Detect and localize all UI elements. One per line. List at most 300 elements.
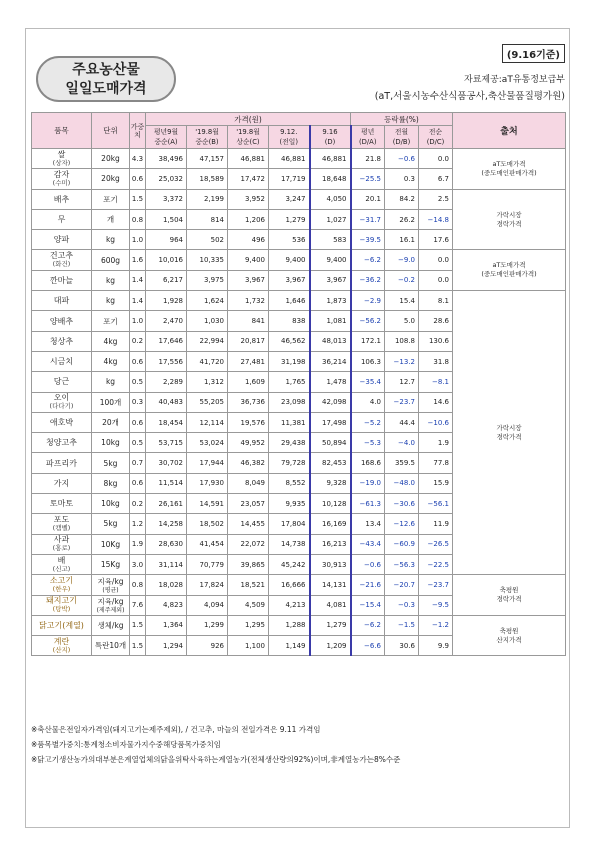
- price-cell: 16,169: [310, 514, 351, 534]
- item-name: 파프리카: [46, 458, 77, 468]
- rate-cell: 28.6: [419, 311, 453, 331]
- price-cell: 1,646: [269, 291, 310, 311]
- weight-cell: 0.2: [130, 494, 146, 514]
- weight-cell: 0.6: [130, 351, 146, 371]
- price-cell: 70,779: [187, 554, 228, 574]
- rate-cell: 84.2: [385, 189, 419, 209]
- price-cell: 10,128: [310, 494, 351, 514]
- rate-cell: 172.1: [351, 331, 385, 351]
- item-subname: (홍로): [52, 544, 71, 553]
- unit-cell: [92, 392, 130, 412]
- unit-cell: [92, 534, 130, 554]
- unit-cell: [92, 311, 130, 331]
- price-cell: 18,521: [228, 575, 269, 595]
- weight-cell: 0.5: [130, 372, 146, 392]
- rate-cell: −21.6: [351, 575, 385, 595]
- item-name-cell: [32, 372, 92, 392]
- item-name: 가지: [53, 478, 70, 488]
- item-subname: (캠벨): [52, 523, 71, 532]
- price-cell: 29,438: [269, 433, 310, 453]
- rate-cell: 108.8: [385, 331, 419, 351]
- table-row: [32, 250, 566, 270]
- price-cell: 1,928: [146, 291, 187, 311]
- price-cell: 536: [269, 230, 310, 250]
- rate-cell: −15.4: [351, 595, 385, 615]
- rate-cell: −26.5: [419, 534, 453, 554]
- price-cell: 1,295: [228, 615, 269, 635]
- weight-cell: 1.4: [130, 291, 146, 311]
- price-cell: 28,630: [146, 534, 187, 554]
- unit-note: (제주제외): [96, 607, 125, 615]
- price-cell: 11,514: [146, 473, 187, 493]
- unit-cell: [92, 270, 130, 290]
- item-name: 사과: [53, 535, 70, 545]
- unit-cell: [92, 473, 130, 493]
- weight-cell: 1.0: [130, 311, 146, 331]
- weight-cell: 1.4: [130, 270, 146, 290]
- header-price-col: '19.8월 상순(C): [228, 126, 269, 149]
- source-text-2: (중도매인판매가격): [481, 270, 537, 279]
- price-cell: 1,609: [228, 372, 269, 392]
- item-name-cell: [32, 392, 92, 412]
- price-cell: 23,098: [269, 392, 310, 412]
- price-cell: 45,242: [269, 554, 310, 574]
- price-cell: 8,552: [269, 473, 310, 493]
- price-cell: 9,400: [228, 250, 269, 270]
- price-cell: 14,591: [187, 494, 228, 514]
- unit: 개: [106, 215, 115, 225]
- price-cell: 502: [187, 230, 228, 250]
- rate-cell: 359.5: [385, 453, 419, 473]
- price-cell: 22,072: [228, 534, 269, 554]
- source-cell: [453, 250, 566, 291]
- source-text: 축평원: [499, 626, 519, 635]
- price-cell: 17,719: [269, 169, 310, 189]
- price-cell: 49,952: [228, 433, 269, 453]
- price-cell: 14,738: [269, 534, 310, 554]
- footnotes: [31, 722, 400, 767]
- rate-cell: −0.6: [385, 149, 419, 169]
- item-name: 깐마늘: [49, 275, 74, 285]
- unit-cell: [92, 209, 130, 229]
- item-subname: (신고): [52, 564, 71, 573]
- item-subname: (상자): [52, 158, 71, 167]
- price-cell: 3,967: [269, 270, 310, 290]
- price-cell: 1,299: [187, 615, 228, 635]
- weight-cell: 1.5: [130, 636, 146, 656]
- price-cell: 14,131: [310, 575, 351, 595]
- rate-cell: 26.2: [385, 209, 419, 229]
- item-name: 배추: [53, 194, 70, 204]
- item-name-cell: [32, 331, 92, 351]
- unit-cell: [92, 372, 130, 392]
- header-rate-col: 전순 (D/C): [419, 126, 453, 149]
- unit: kg: [105, 235, 116, 245]
- weight-cell: 7.6: [130, 595, 146, 615]
- rate-cell: −30.6: [385, 494, 419, 514]
- price-table: [31, 112, 566, 656]
- unit-cell: [92, 412, 130, 432]
- source-text: aT도매가격: [492, 261, 526, 270]
- price-cell: 838: [269, 311, 310, 331]
- unit: 지육/kg: [97, 576, 124, 586]
- rate-cell: 0.3: [385, 169, 419, 189]
- price-cell: 3,975: [187, 270, 228, 290]
- item-name-cell: [32, 636, 92, 656]
- price-cell: 3,967: [228, 270, 269, 290]
- price-cell: 4,213: [269, 595, 310, 615]
- item-name-cell: [32, 209, 92, 229]
- price-cell: 1,504: [146, 209, 187, 229]
- rate-cell: −6.2: [351, 615, 385, 635]
- unit-note: (평균): [102, 586, 119, 594]
- source-cell: [453, 575, 566, 616]
- page-title: [36, 56, 176, 102]
- rate-cell: 1.9: [419, 433, 453, 453]
- unit: kg: [105, 296, 116, 306]
- item-name: 건고추: [49, 251, 74, 261]
- unit-cell: [92, 453, 130, 473]
- header-price-col: 평년9월 중순(A): [146, 126, 187, 149]
- price-cell: 1,209: [310, 636, 351, 656]
- unit-cell: [92, 595, 130, 615]
- rate-cell: 14.6: [419, 392, 453, 412]
- price-cell: 42,098: [310, 392, 351, 412]
- source-line-2: (aT,서울시농수산식품공사,축산물품질평가원): [374, 91, 565, 102]
- price-cell: 10,016: [146, 250, 187, 270]
- price-cell: 79,728: [269, 453, 310, 473]
- item-name-cell: [32, 494, 92, 514]
- rate-cell: −60.9: [385, 534, 419, 554]
- price-cell: 1,478: [310, 372, 351, 392]
- item-name: 청양고추: [46, 438, 77, 448]
- unit: 4kg: [103, 336, 118, 346]
- unit-cell: [92, 615, 130, 635]
- price-cell: 46,881: [228, 149, 269, 169]
- item-name: 애호박: [49, 418, 74, 427]
- price-cell: 4,094: [187, 595, 228, 615]
- unit-cell: [92, 169, 130, 189]
- weight-cell: 1.0: [130, 230, 146, 250]
- rate-cell: 6.7: [419, 169, 453, 189]
- rate-cell: −1.5: [385, 615, 419, 635]
- rate-cell: −1.2: [419, 615, 453, 635]
- unit: 5kg: [103, 458, 118, 468]
- item-subname: (화건): [52, 260, 71, 269]
- rate-cell: −56.2: [351, 311, 385, 331]
- item-name: 무: [57, 215, 66, 225]
- source-text-2: 경락가격: [496, 432, 522, 441]
- price-cell: 39,865: [228, 554, 269, 574]
- source-text: 가락시장: [496, 210, 522, 219]
- rate-cell: −8.1: [419, 372, 453, 392]
- item-name: 시금치: [49, 357, 74, 367]
- price-cell: 36,736: [228, 392, 269, 412]
- title-line-1: 주요농산물: [72, 62, 140, 78]
- price-cell: 16,666: [269, 575, 310, 595]
- unit-cell: [92, 149, 130, 169]
- rate-cell: −20.7: [385, 575, 419, 595]
- unit: 생체/kg: [97, 620, 124, 630]
- rate-cell: −56.1: [419, 494, 453, 514]
- item-name-cell: [32, 311, 92, 331]
- header-price-group: 가격(원): [146, 113, 351, 126]
- price-cell: 47,157: [187, 149, 228, 169]
- price-cell: 1,312: [187, 372, 228, 392]
- item-name-cell: [32, 595, 92, 615]
- price-cell: 16,213: [310, 534, 351, 554]
- price-cell: 1,030: [187, 311, 228, 331]
- price-cell: 1,081: [310, 311, 351, 331]
- price-cell: 2,199: [187, 189, 228, 209]
- price-cell: 9,935: [269, 494, 310, 514]
- item-name-cell: [32, 230, 92, 250]
- weight-cell: 1.5: [130, 189, 146, 209]
- item-name: 대파: [53, 296, 70, 306]
- price-cell: 814: [187, 209, 228, 229]
- price-cell: 30,702: [146, 453, 187, 473]
- price-cell: 17,556: [146, 351, 187, 371]
- weight-cell: 3.0: [130, 554, 146, 574]
- price-cell: 1,279: [269, 209, 310, 229]
- rate-cell: −0.3: [385, 595, 419, 615]
- rate-cell: −13.2: [385, 351, 419, 371]
- price-cell: 27,481: [228, 351, 269, 371]
- unit-cell: [92, 351, 130, 371]
- unit: kg: [105, 275, 116, 285]
- source-text: 축평원: [499, 586, 519, 595]
- footnote: ※닭고기생산농가의대부분은계열업체의닭을위탁사육하는계열농가(전체생산량의92%)이며,非계열농가는8%수준: [31, 755, 401, 764]
- source-cell: [453, 189, 566, 250]
- item-name-cell: [32, 250, 92, 270]
- rate-cell: 168.6: [351, 453, 385, 473]
- item-name: 토마토: [49, 499, 74, 509]
- price-cell: 9,400: [269, 250, 310, 270]
- item-subname: (산지): [52, 645, 71, 654]
- price-cell: 23,057: [228, 494, 269, 514]
- item-name: 계란: [53, 636, 70, 646]
- weight-cell: 0.6: [130, 169, 146, 189]
- price-cell: 41,720: [187, 351, 228, 371]
- item-name-cell: [32, 189, 92, 209]
- title-line-2: 일일도매가격: [65, 81, 147, 97]
- rate-cell: −6.6: [351, 636, 385, 656]
- source-text-2: 경락가격: [496, 595, 522, 604]
- weight-cell: 0.5: [130, 433, 146, 453]
- price-cell: 9,328: [310, 473, 351, 493]
- source-text-2: (중도매인판매가격): [481, 168, 537, 177]
- rate-cell: 44.4: [385, 412, 419, 432]
- header-rate-col: 평년 (D/A): [351, 126, 385, 149]
- item-name-cell: [32, 615, 92, 635]
- unit: 600g: [100, 255, 121, 265]
- unit-cell: [92, 636, 130, 656]
- rate-cell: −9.5: [419, 595, 453, 615]
- item-name: 돼지고기: [46, 596, 77, 606]
- source-text-2: 산지가격: [496, 635, 522, 644]
- price-table-body: [32, 149, 566, 656]
- weight-cell: 0.8: [130, 209, 146, 229]
- unit-cell: [92, 514, 130, 534]
- weight-cell: 0.8: [130, 575, 146, 595]
- price-cell: 2,470: [146, 311, 187, 331]
- weight-cell: 0.2: [130, 331, 146, 351]
- price-cell: 19,576: [228, 412, 269, 432]
- price-cell: 12,114: [187, 412, 228, 432]
- price-cell: 18,648: [310, 169, 351, 189]
- price-cell: 3,372: [146, 189, 187, 209]
- rate-cell: −22.5: [419, 554, 453, 574]
- price-cell: 46,881: [310, 149, 351, 169]
- unit-cell: [92, 250, 130, 270]
- unit: 20개: [102, 418, 119, 427]
- rate-cell: 17.6: [419, 230, 453, 250]
- date-label: (9.16기준): [502, 44, 565, 63]
- item-name: 청상추: [49, 336, 74, 346]
- price-cell: 496: [228, 230, 269, 250]
- item-name: 당근: [53, 377, 70, 387]
- unit: 20kg: [101, 154, 120, 164]
- price-cell: 2,289: [146, 372, 187, 392]
- unit: 지육/kg: [97, 597, 124, 607]
- header-rate-col: 전월 (D/B): [385, 126, 419, 149]
- unit: 100개: [99, 397, 122, 407]
- source-cell: [453, 615, 566, 656]
- item-name-cell: [32, 270, 92, 290]
- table-row: [32, 189, 566, 209]
- price-cell: 17,930: [187, 473, 228, 493]
- price-cell: 1,149: [269, 636, 310, 656]
- rate-cell: −36.2: [351, 270, 385, 290]
- weight-cell: 1.2: [130, 514, 146, 534]
- price-cell: 4,509: [228, 595, 269, 615]
- rate-cell: 13.4: [351, 514, 385, 534]
- price-cell: 4,823: [146, 595, 187, 615]
- rate-cell: −39.5: [351, 230, 385, 250]
- footnote: ※축산물은전일자가격임(돼지고기는제주제외), / 건고추, 마늘의 전일가격은 9.11 가격임: [31, 725, 321, 734]
- unit: 10kg: [101, 438, 120, 448]
- table-row: [32, 149, 566, 169]
- rate-cell: −4.0: [385, 433, 419, 453]
- header-source: 출처: [453, 113, 566, 149]
- price-cell: 1,100: [228, 636, 269, 656]
- weight-cell: 1.6: [130, 250, 146, 270]
- item-name: 소고기: [49, 575, 74, 585]
- item-name-cell: [32, 149, 92, 169]
- header-weight: 가중치: [130, 113, 146, 149]
- rate-cell: −5.3: [351, 433, 385, 453]
- price-cell: 18,502: [187, 514, 228, 534]
- rate-cell: −43.4: [351, 534, 385, 554]
- item-subname: (다다기): [49, 402, 74, 411]
- rate-cell: −48.0: [385, 473, 419, 493]
- unit-cell: [92, 554, 130, 574]
- unit: 포기: [103, 316, 118, 326]
- rate-cell: 0.0: [419, 270, 453, 290]
- price-cell: 1,288: [269, 615, 310, 635]
- rate-cell: 9.9: [419, 636, 453, 656]
- unit: 4kg: [103, 357, 118, 367]
- price-cell: 1,206: [228, 209, 269, 229]
- weight-cell: 4.3: [130, 149, 146, 169]
- unit: 15Kg: [100, 560, 121, 570]
- weight-cell: 0.7: [130, 453, 146, 473]
- unit-cell: [92, 189, 130, 209]
- price-cell: 53,715: [146, 433, 187, 453]
- price-cell: 46,382: [228, 453, 269, 473]
- price-cell: 9,400: [310, 250, 351, 270]
- price-cell: 46,562: [269, 331, 310, 351]
- price-cell: 26,161: [146, 494, 187, 514]
- price-cell: 40,483: [146, 392, 187, 412]
- rate-cell: −6.2: [351, 250, 385, 270]
- price-cell: 583: [310, 230, 351, 250]
- item-name: 닭고기(계열): [39, 620, 84, 630]
- price-cell: 18,589: [187, 169, 228, 189]
- item-name-cell: [32, 169, 92, 189]
- price-cell: 22,994: [187, 331, 228, 351]
- price-cell: 48,013: [310, 331, 351, 351]
- rate-cell: −61.3: [351, 494, 385, 514]
- source-cell: [453, 149, 566, 190]
- header-price-col: '19.8월 중순(B): [187, 126, 228, 149]
- rate-cell: 30.6: [385, 636, 419, 656]
- header-price-col-current: 9.16 (D): [310, 126, 351, 149]
- rate-cell: −5.2: [351, 412, 385, 432]
- rate-cell: 15.4: [385, 291, 419, 311]
- price-cell: 841: [228, 311, 269, 331]
- price-cell: 4,050: [310, 189, 351, 209]
- rate-cell: 0.0: [419, 250, 453, 270]
- item-name: 배: [57, 555, 66, 565]
- unit: 10Kg: [100, 539, 121, 549]
- item-subname: (수미): [52, 178, 71, 187]
- price-cell: 14,455: [228, 514, 269, 534]
- price-cell: 41,454: [187, 534, 228, 554]
- item-name-cell: [32, 473, 92, 493]
- table-row: [32, 291, 566, 311]
- header-rate-group: 등락률(%): [351, 113, 453, 126]
- price-cell: 46,881: [269, 149, 310, 169]
- weight-cell: 0.6: [130, 412, 146, 432]
- price-cell: 8,049: [228, 473, 269, 493]
- price-cell: 17,498: [310, 412, 351, 432]
- item-subname: (한우): [52, 584, 71, 593]
- price-cell: 1,732: [228, 291, 269, 311]
- item-name-cell: [32, 412, 92, 432]
- rate-cell: 5.0: [385, 311, 419, 331]
- item-name-cell: [32, 554, 92, 574]
- header-item: 품목: [32, 113, 92, 149]
- rate-cell: 8.1: [419, 291, 453, 311]
- item-name-cell: [32, 433, 92, 453]
- item-name: 양파: [53, 235, 70, 245]
- rate-cell: −56.3: [385, 554, 419, 574]
- price-cell: 17,944: [187, 453, 228, 473]
- unit: 8kg: [103, 478, 118, 488]
- price-cell: 1,765: [269, 372, 310, 392]
- item-name: 오이: [53, 393, 70, 403]
- price-cell: 18,028: [146, 575, 187, 595]
- source-text: aT도매가격: [492, 159, 526, 168]
- rate-cell: 2.5: [419, 189, 453, 209]
- rate-cell: 12.7: [385, 372, 419, 392]
- item-name-cell: [32, 351, 92, 371]
- rate-cell: 15.9: [419, 473, 453, 493]
- rate-cell: −19.0: [351, 473, 385, 493]
- rate-cell: 31.8: [419, 351, 453, 371]
- rate-cell: 106.3: [351, 351, 385, 371]
